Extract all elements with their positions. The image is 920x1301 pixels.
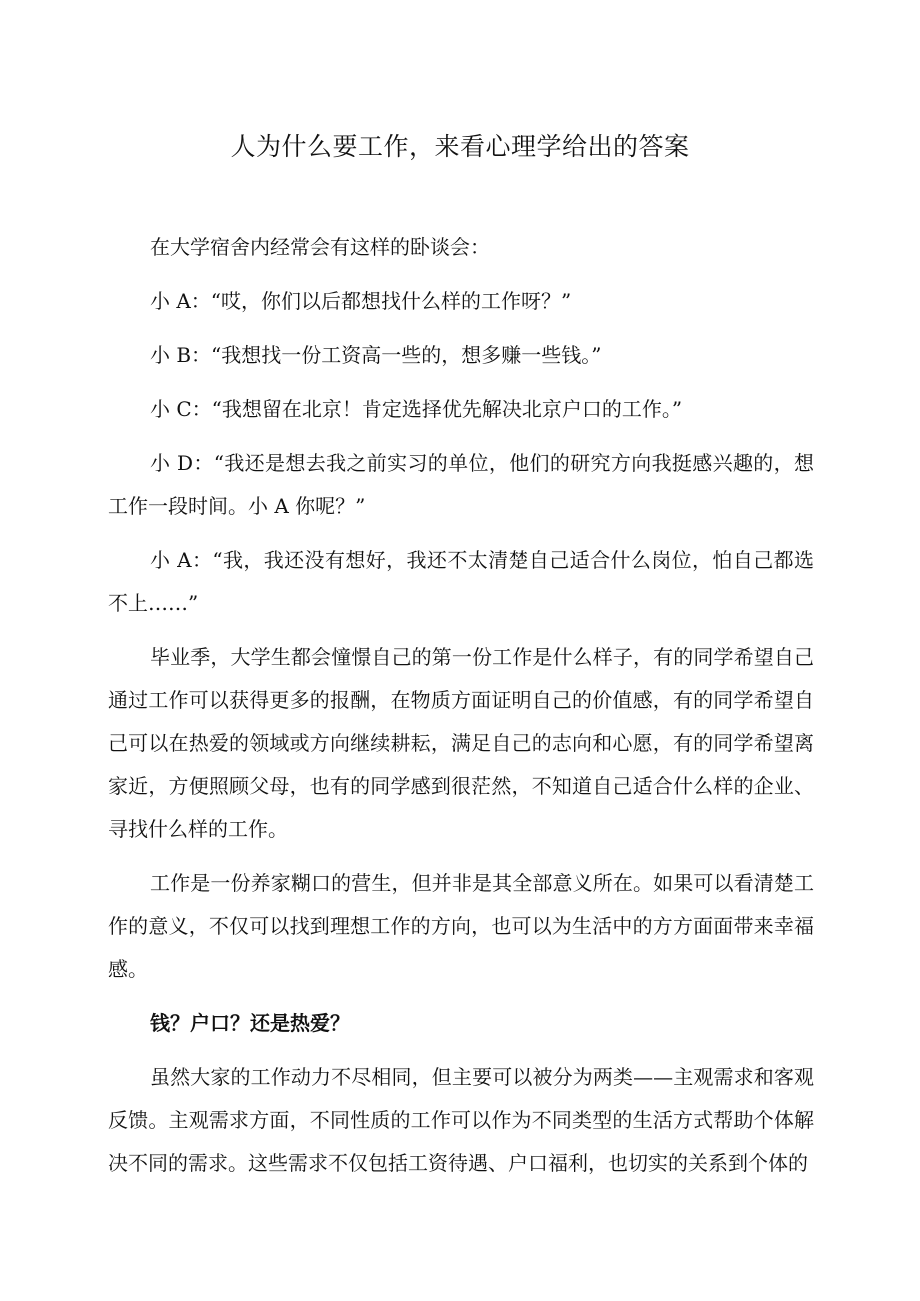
paragraph-graduation: 毕业季，大学生都会憧憬自己的第一份工作是什么样子，有的同学希望自己通过工作可以获得更多的报酬，在物质方面证明自己的价值感，有的同学希望自己可以在热爱的领域或方向继续耕耘，满足自己的志向和心愿，有的同学希望离家近，方便照顾父母，也有的同学感到很茫然，不知道自己适合什么样的企业、寻找什么样的工作。 [108, 645, 814, 841]
paragraph-dialogue-b: 小 B：“我想找一份工资高一些的，想多赚一些钱。” [150, 343, 602, 367]
paragraph-intro: 在大学宿舍内经常会有这样的卧谈会： [150, 235, 490, 259]
paragraph-meaning: 工作是一份养家糊口的营生，但并非是其全部意义所在。如果可以看清楚工作的意义，不仅可以找到理想工作的方向，也可以为生活中的方方面面带来幸福感。 [108, 871, 814, 981]
paragraph-motivation: 虽然大家的工作动力不尽相同，但主要可以被分为两类——主观需求和客观反馈。主观需求方面，不同性质的工作可以作为不同类型的生活方式帮助个体解决不同的需求。这些需求不仅包括工资待遇、户口福利，也切实的关系到个体的 [108, 1065, 814, 1175]
paragraph-dialogue-c: 小 C：“我想留在北京！肯定选择优先解决北京户口的工作。” [150, 397, 683, 421]
document-body [108, 226, 814, 1196]
section-heading: 钱？户口？还是热爱？ [150, 1011, 350, 1035]
document-title: 人为什么要工作，来看心理学给出的答案 [230, 132, 690, 161]
paragraph-dialogue-a1: 小 A：“哎，你们以后都想找什么样的工作呀？” [150, 289, 572, 313]
paragraph-dialogue-a2: 小 A：“我，我还没有想好，我还不太清楚自己适合什么岗位，怕自己都选不上……” [108, 548, 814, 615]
paragraph-dialogue-d: 小 D：“我还是想去我之前实习的单位，他们的研究方向我挺感兴趣的，想工作一段时间。小 A 你呢？” [108, 451, 814, 518]
